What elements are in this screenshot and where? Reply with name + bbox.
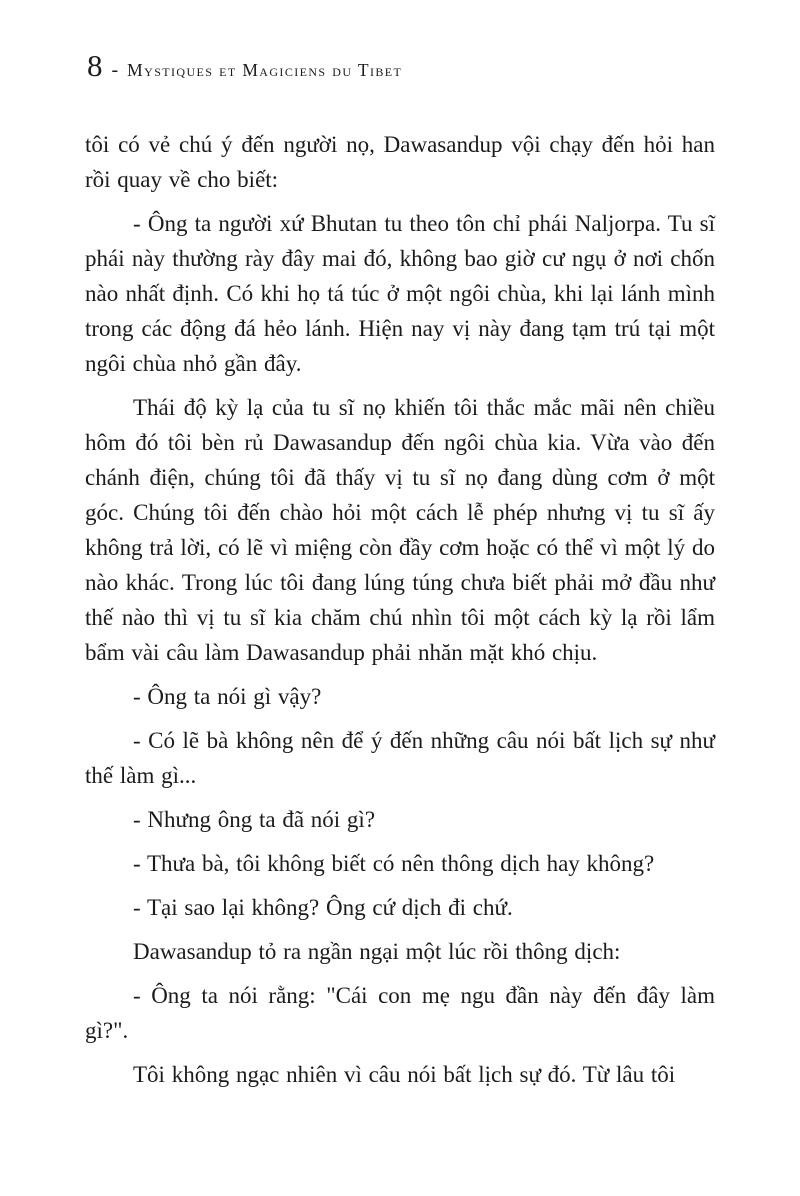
running-header <box>87 50 715 81</box>
paragraph: - Thưa bà, tôi không biết có nên thông dịch hay không? <box>133 851 655 876</box>
paragraph: - Tại sao lại không? Ông cứ dịch đi chứ. <box>133 895 513 920</box>
paragraph: tôi có vẻ chú ý đến người nọ, Dawasandup vội chạy đến hỏi han rồi quay về cho biết: <box>85 132 715 192</box>
paragraph: - Ông ta nói gì vậy? <box>133 684 322 709</box>
header-separator: - <box>111 59 119 81</box>
paragraph: Dawasandup tỏ ra ngần ngại một lúc rồi thông dịch: <box>133 939 621 964</box>
paragraph: - Ông ta nói rằng: "Cái con mẹ ngu đần này đến đây làm gì?". <box>85 983 715 1043</box>
paragraph: Thái độ kỳ lạ của tu sĩ nọ khiến tôi thắc mắc mãi nên chiều hôm đó tôi bèn rủ Dawasandup đến ngôi chùa kia. Vừa vào đến chánh điện, chúng tôi đã thấy vị tu sĩ nọ đang dùng cơm ở một góc. Chúng tôi đến chào hỏi một cách lễ phép nhưng vị tu sĩ ấy không trả lời, có lẽ vì miệng còn đầy cơm hoặc có thể vì một lý do nào khác. Trong lúc tôi đang lúng túng chưa biết phải mở đầu như thế nào thì vị tu sĩ kia chăm chú nhìn tôi một cách kỳ lạ rồi lẩm bẩm vài câu làm Dawasandup phải nhăn mặt khó chịu. <box>85 395 715 665</box>
page-body <box>85 127 715 1092</box>
paragraph: Tôi không ngạc nhiên vì câu nói bất lịch sự đó. Từ lâu tôi <box>133 1062 676 1087</box>
running-title: Mystiques et Magiciens du Tibet <box>127 60 403 80</box>
page-number: 8 <box>87 48 103 83</box>
paragraph: - Có lẽ bà không nên để ý đến những câu nói bất lịch sự như thế làm gì... <box>85 728 715 788</box>
paragraph: - Ông ta người xứ Bhutan tu theo tôn chỉ phái Naljorpa. Tu sĩ phái này thường rày đây mai đó, không bao giờ cư ngụ ở nơi chốn nào nhất định. Có khi họ tá túc ở một ngôi chùa, khi lại lánh mình trong các động đá hẻo lánh. Hiện nay vị này đang tạm trú tại một ngôi chùa nhỏ gần đây. <box>85 211 715 376</box>
paragraph: - Nhưng ông ta đã nói gì? <box>133 807 376 832</box>
